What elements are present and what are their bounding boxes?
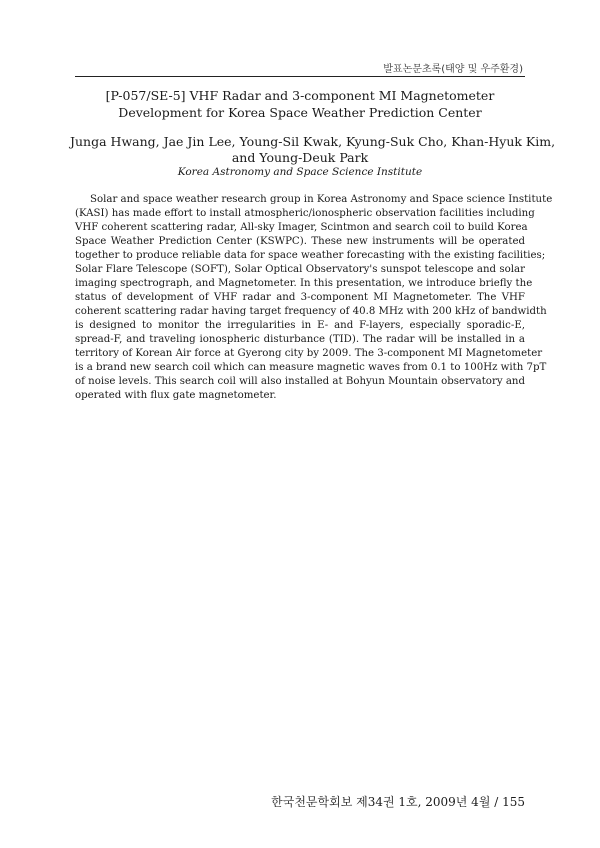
running-header [75, 58, 525, 77]
abstract-line: Solar and space weather research group in Korea Astronomy and Space science Institute [90, 194, 553, 205]
abstract-line: is a brand new search coil which can measure magnetic waves from 0.1 to 100Hz with 7pT [75, 362, 547, 373]
author-list [70, 134, 556, 166]
abstract-line: of noise levels. This search coil will also installed at Bohyun Mountain observatory and [75, 376, 525, 387]
abstract-line: VHF coherent scattering radar, All-sky Imager, Scintmon and search coil to build Korea [75, 222, 528, 233]
abstract-line: together to produce reliable data for space weather forecasting with the existing facilities; [75, 250, 546, 261]
abstract-line: status of development of VHF radar and 3-component MI Magnetometer. The VHF [75, 292, 525, 303]
abstract-body [75, 193, 553, 403]
authors-line-2: and Young-Deuk Park [231, 150, 369, 165]
title-line-1: [P-057/SE-5] VHF Radar and 3-component MI Magnetometer [105, 88, 495, 103]
abstract-line: is designed to monitor the irregularities in E- and F-layers, especially sporadic-E, [75, 320, 525, 331]
abstract-line: spread-F, and traveling ionospheric disturbance (TID). The radar will be installed in a [75, 334, 525, 345]
abstract-line: imaging spectrograph, and Magnetometer. In this presentation, we introduce briefly the [75, 278, 533, 289]
title-line-2: Development for Korea Space Weather Prediction Center [118, 105, 482, 120]
abstract-line: coherent scattering radar having target frequency of 40.8 MHz with 200 kHz of bandwidth [75, 306, 547, 317]
abstract-line: operated with flux gate magnetometer. [75, 390, 277, 401]
abstract-line: territory of Korean Air force at Gyerong city by 2009. The 3-component MI Magnetometer [75, 348, 543, 359]
abstract-line: Space Weather Prediction Center (KSWPC). These new instruments will be operated [75, 236, 525, 247]
paper-title [70, 87, 530, 121]
abstract-line: Solar Flare Telescope (SOFT), Solar Optical Observatory's sunspot telescope and solar [75, 264, 525, 275]
section-label: 발표논문초록(태양 및 우주환경) [383, 64, 523, 75]
authors-line-1: Junga Hwang, Jae Jin Lee, Young-Sil Kwak, Kyung-Suk Cho, Khan-Hyuk Kim, [70, 134, 556, 149]
abstract-line: (KASI) has made effort to install atmospheric/ionospheric observation facilities including [75, 208, 535, 219]
affiliation: Korea Astronomy and Space Science Institute [177, 166, 423, 178]
page-footer: 한국천문학회보 제34권 1호, 2009년 4월 / 155 [271, 795, 525, 809]
